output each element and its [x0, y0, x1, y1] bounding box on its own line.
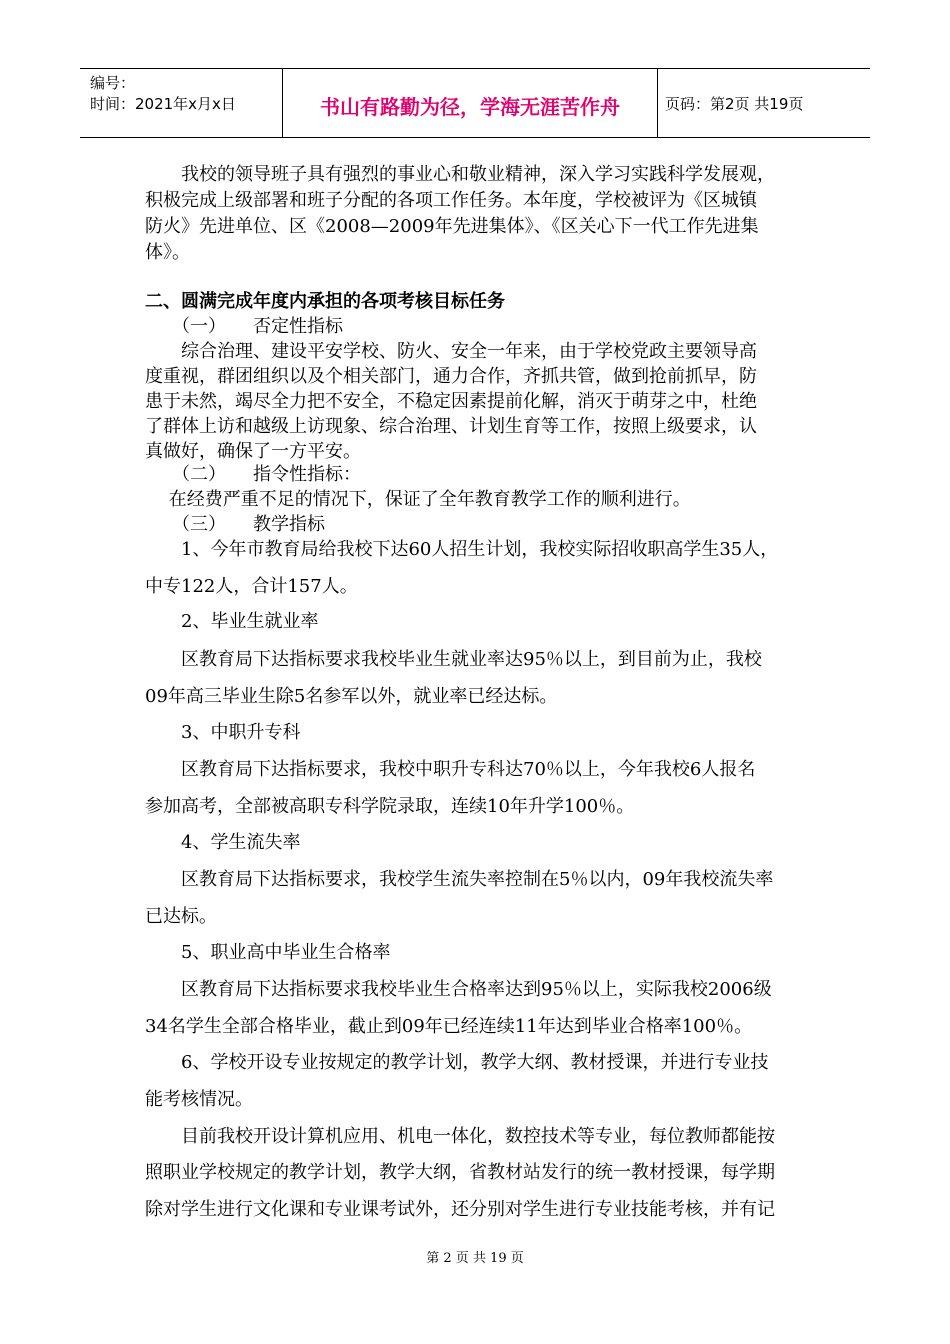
- body-line: 能考核情况。: [145, 1089, 253, 1110]
- subsection-heading: （三） 教学指标: [145, 514, 325, 535]
- body-line: 我校的领导班子具有强烈的事业心和敬业精神，深入学习实践科学发展观，: [145, 164, 775, 185]
- body-line: 真做好，确保了一方平安。: [145, 441, 361, 462]
- document-date: 时间：2021年x月x日: [90, 95, 236, 113]
- body-line: 综合治理、建设平安学校、防火、安全一年来，由于学校党政主要领导高: [145, 341, 757, 362]
- body-line: 区教育局下达指标要求我校毕业生合格率达到95％以上，实际我校2006级: [145, 979, 772, 1000]
- body-line: 在经费严重不足的情况下，保证了全年教育教学工作的顺利进行。: [145, 489, 691, 510]
- page-footer: 第 2 页 共 19 页: [426, 1251, 524, 1266]
- item-heading: 3、中职升专科: [145, 722, 301, 743]
- item-heading: 2、毕业生就业率: [145, 611, 319, 632]
- body-line: 积极完成上级部署和班子分配的各项工作任务。本年度，学校被评为《区城镇: [145, 190, 757, 211]
- header-meta: [90, 73, 236, 115]
- body-line: 了群体上访和越级上访现象、综合治理、计划生育等工作，按照上级要求，认: [145, 416, 757, 437]
- body-line: 照职业学校规定的教学计划，教学大纲，省教材站发行的统一教材授课，每学期: [145, 1162, 775, 1183]
- body-line: 中专122人，合计157人。: [145, 576, 358, 597]
- body-line: 参加高考，全部被高职专科学院录取，连续10年升学100％。: [145, 796, 635, 817]
- subsection-heading: （一） 否定性指标: [145, 316, 343, 337]
- body-line: 区教育局下达指标要求我校毕业生就业率达95％以上，到目前为止，我校: [145, 649, 762, 670]
- body-line: 区教育局下达指标要求，我校中职升专科达70％以上，今年我校6人报名: [145, 759, 756, 780]
- header-page-info: 页码：第2页 共19页: [665, 95, 804, 113]
- item-heading: 5、职业高中毕业生合格率: [145, 942, 391, 963]
- body-line: 患于未然，竭尽全力把不安全，不稳定因素提前化解，消灭于萌芽之中，杜绝: [145, 391, 757, 412]
- document-number: 编号：: [90, 74, 136, 92]
- item-heading: 6、学校开设专业按规定的教学计划，教学大纲、教材授课，并进行专业技: [145, 1052, 769, 1073]
- body-line: 09年高三毕业生除5名参军以外，就业率已经达标。: [145, 686, 558, 707]
- header-motto: 书山有路勤为径，学海无涯苦作舟: [320, 95, 620, 119]
- body-line: 已达标。: [145, 906, 217, 927]
- item-heading: 4、学生流失率: [145, 832, 301, 853]
- body-line: 度重视，群团组织以及个相关部门，通力合作，齐抓共管，做到抢前抓早，防: [145, 366, 757, 387]
- header-divider: [657, 69, 658, 137]
- body-line: 1、今年市教育局给我校下达60人招生计划，我校实际招收职高学生35人，: [145, 539, 779, 560]
- section-heading: 二、圆满完成年度内承担的各项考核目标任务: [145, 291, 505, 312]
- body-line: 防火》先进单位、区《2008—2009年先进集体》、《区关心下一代工作先进集: [145, 216, 759, 237]
- body-line: 目前我校开设计算机应用、机电一体化，数控技术等专业，每位教师都能按: [145, 1126, 775, 1147]
- body-line: 区教育局下达指标要求，我校学生流失率控制在5％以内，09年我校流失率: [145, 869, 774, 890]
- subsection-heading: （二） 指令性指标：: [145, 464, 361, 485]
- body-line: 除对学生进行文化课和专业课考试外，还分别对学生进行专业技能考核，并有记: [145, 1199, 775, 1220]
- page-header: [80, 68, 870, 138]
- body-line: 34名学生全部合格毕业，截止到09年已经连续11年达到毕业合格率100％。: [145, 1016, 753, 1037]
- body-line: 体》。: [145, 242, 190, 263]
